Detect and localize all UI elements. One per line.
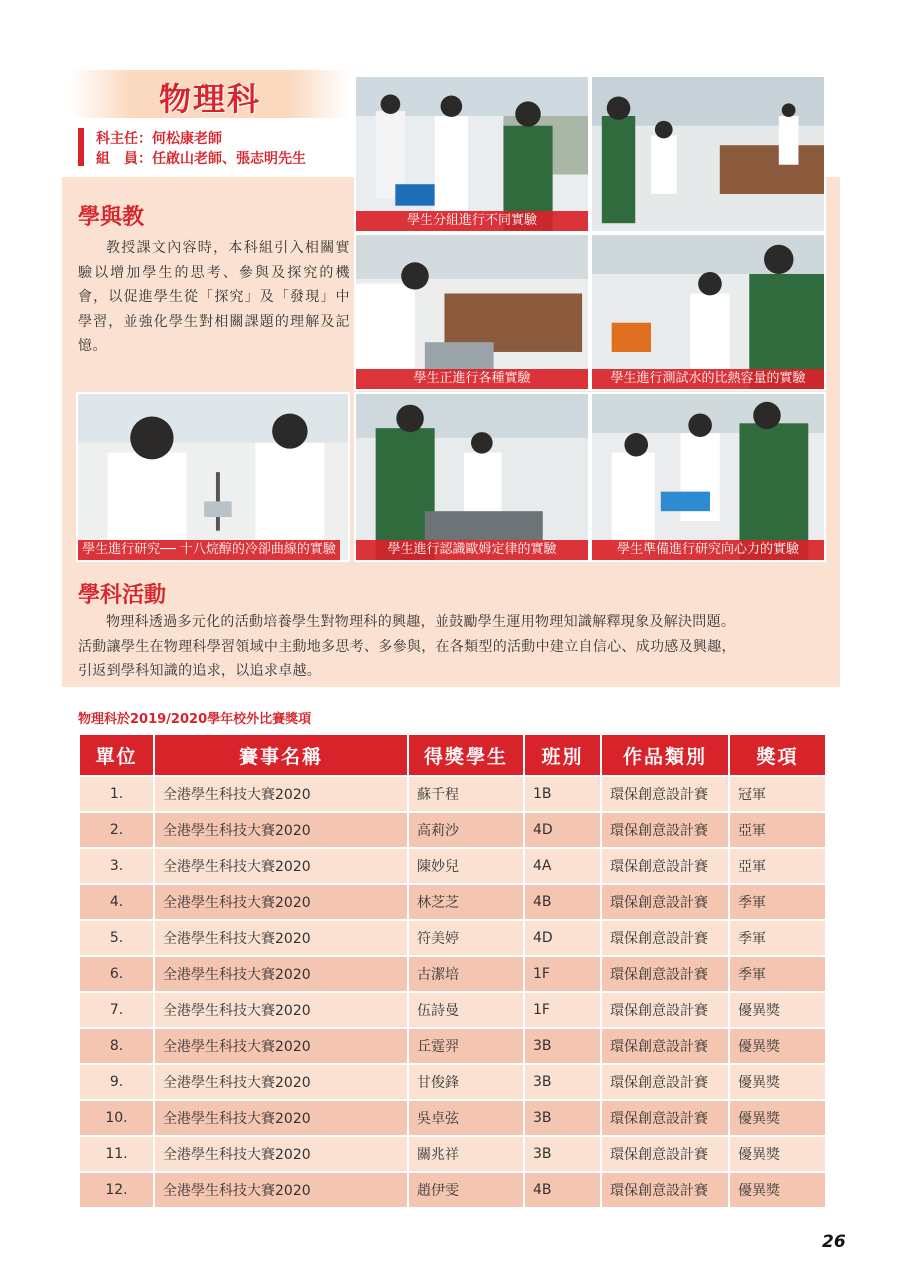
photo-image bbox=[356, 235, 588, 389]
activities-line: 物理科透過多元化的活動培養學生對物理科的興趣，並鼓勵學生運用物理知識解釋現象及解決問題。 bbox=[106, 614, 736, 630]
cell-unit: 10. bbox=[79, 1100, 154, 1136]
title-band bbox=[70, 70, 350, 118]
panel-head-label: 科主任： bbox=[96, 131, 152, 147]
cell-competition: 全港學生科技大賽2020 bbox=[154, 1172, 408, 1208]
cell-class: 1B bbox=[524, 776, 601, 812]
activities-line: 活動讓學生在物理科學習領域中主動地多思考、多參與，在各類型的活動中建立自信心、成功感及興趣， bbox=[78, 638, 736, 655]
cell-unit: 9. bbox=[79, 1064, 154, 1100]
cell-competition: 全港學生科技大賽2020 bbox=[154, 776, 408, 812]
cell-category: 環保創意設計賽 bbox=[601, 776, 729, 812]
table-row bbox=[79, 848, 826, 884]
cell-student: 丘霆羿 bbox=[408, 1028, 524, 1064]
photo-centripetal bbox=[590, 392, 826, 562]
cell-award: 亞軍 bbox=[729, 812, 826, 848]
activities-paragraph bbox=[78, 610, 828, 684]
photo-caption: 學生準備進行研究向心力的實驗 bbox=[592, 540, 824, 560]
cell-unit: 8. bbox=[79, 1028, 154, 1064]
cell-student: 符美婷 bbox=[408, 920, 524, 956]
cell-class: 3B bbox=[524, 1100, 601, 1136]
table-row bbox=[79, 1136, 826, 1172]
cell-competition: 全港學生科技大賽2020 bbox=[154, 956, 408, 992]
cell-category: 環保創意設計賽 bbox=[601, 920, 729, 956]
cell-class: 4A bbox=[524, 848, 601, 884]
cell-award: 優異獎 bbox=[729, 992, 826, 1028]
cell-unit: 4. bbox=[79, 884, 154, 920]
activities-heading: 學科活動 bbox=[78, 583, 167, 608]
cell-award: 優異獎 bbox=[729, 1028, 826, 1064]
header-award: 獎項 bbox=[729, 734, 826, 776]
cell-class: 4B bbox=[524, 1172, 601, 1208]
cell-competition: 全港學生科技大賽2020 bbox=[154, 920, 408, 956]
cell-award: 冠軍 bbox=[729, 776, 826, 812]
photo-caption: 學生正進行各種實驗 bbox=[356, 369, 588, 389]
photo-caption: 學生分組進行不同實驗 bbox=[356, 211, 588, 231]
cell-student: 甘俊鋒 bbox=[408, 1064, 524, 1100]
panel-head-name: 何松康老師 bbox=[152, 131, 222, 147]
cell-competition: 全港學生科技大賽2020 bbox=[154, 1064, 408, 1100]
cell-class: 3B bbox=[524, 1064, 601, 1100]
photo-image bbox=[592, 235, 824, 389]
photo-ohms-law bbox=[354, 392, 590, 562]
teaching-paragraph: 教授課文內容時，本科組引入相關實驗以增加學生的思考、參與及探究的機會，以促進學生從「探究」及「發現」中學習，並強化學生對相關課題的理解及記憶。 bbox=[78, 240, 350, 354]
header-competition: 賽事名稱 bbox=[154, 734, 408, 776]
table-row bbox=[79, 812, 826, 848]
cell-award: 優異獎 bbox=[729, 1100, 826, 1136]
cell-category: 環保創意設計賽 bbox=[601, 992, 729, 1028]
panel-members-names: 任啟山老師、張志明先生 bbox=[152, 151, 306, 167]
cell-award: 季軍 bbox=[729, 956, 826, 992]
table-row bbox=[79, 1100, 826, 1136]
photo-caption: 學生進行研究── 十八烷醇的冷卻曲線的實驗 bbox=[78, 540, 340, 560]
cell-class: 4D bbox=[524, 920, 601, 956]
awards-caption: 物理科於2019/2020學年校外比賽獎項 bbox=[78, 712, 312, 727]
cell-student: 陳妙兒 bbox=[408, 848, 524, 884]
cell-category: 環保創意設計賽 bbox=[601, 1136, 729, 1172]
page-title: 物理科 bbox=[158, 80, 261, 118]
cell-category: 環保創意設計賽 bbox=[601, 812, 729, 848]
cell-student: 高莉沙 bbox=[408, 812, 524, 848]
photo-caption: 學生進行認識歐姆定律的實驗 bbox=[356, 540, 588, 560]
table-row bbox=[79, 776, 826, 812]
cell-category: 環保創意設計賽 bbox=[601, 848, 729, 884]
cell-competition: 全港學生科技大賽2020 bbox=[154, 992, 408, 1028]
cell-unit: 2. bbox=[79, 812, 154, 848]
table-row bbox=[79, 1064, 826, 1100]
awards-header-row bbox=[79, 734, 826, 776]
cell-class: 3B bbox=[524, 1028, 601, 1064]
photo-image bbox=[78, 394, 348, 560]
cell-award: 季軍 bbox=[729, 920, 826, 956]
cell-category: 環保創意設計賽 bbox=[601, 884, 729, 920]
cell-category: 環保創意設計賽 bbox=[601, 1028, 729, 1064]
photo-group-experiments bbox=[354, 75, 590, 233]
table-row bbox=[79, 1028, 826, 1064]
header-category: 作品類別 bbox=[601, 734, 729, 776]
cell-category: 環保創意設計賽 bbox=[601, 956, 729, 992]
staff-accent-bar bbox=[78, 128, 84, 166]
cell-class: 1F bbox=[524, 992, 601, 1028]
cell-competition: 全港學生科技大賽2020 bbox=[154, 884, 408, 920]
cell-award: 優異獎 bbox=[729, 1172, 826, 1208]
cell-award: 優異獎 bbox=[729, 1064, 826, 1100]
cell-unit: 12. bbox=[79, 1172, 154, 1208]
panel-members-line bbox=[96, 148, 306, 168]
cell-competition: 全港學生科技大賽2020 bbox=[154, 812, 408, 848]
cell-award: 亞軍 bbox=[729, 848, 826, 884]
cell-student: 古潔培 bbox=[408, 956, 524, 992]
cell-student: 蘇千程 bbox=[408, 776, 524, 812]
awards-table bbox=[78, 733, 827, 1209]
cell-competition: 全港學生科技大賽2020 bbox=[154, 1136, 408, 1172]
cell-award: 季軍 bbox=[729, 884, 826, 920]
header-student: 得獎學生 bbox=[408, 734, 524, 776]
cell-class: 1F bbox=[524, 956, 601, 992]
cell-competition: 全港學生科技大賽2020 bbox=[154, 1028, 408, 1064]
cell-student: 關兆祥 bbox=[408, 1136, 524, 1172]
photo-octadecanol bbox=[76, 392, 350, 562]
photo-image bbox=[592, 77, 824, 231]
photo-caption: 學生進行測試水的比熱容量的實驗 bbox=[592, 369, 824, 389]
cell-competition: 全港學生科技大賽2020 bbox=[154, 1100, 408, 1136]
table-row bbox=[79, 992, 826, 1028]
table-row bbox=[79, 956, 826, 992]
header-unit: 單位 bbox=[79, 734, 154, 776]
cell-class: 3B bbox=[524, 1136, 601, 1172]
panel-members-label: 組 員： bbox=[96, 151, 152, 167]
photo-image bbox=[592, 394, 824, 560]
photo-lab-room bbox=[590, 75, 826, 233]
cell-class: 4D bbox=[524, 812, 601, 848]
cell-unit: 3. bbox=[79, 848, 154, 884]
photo-specific-heat bbox=[590, 233, 826, 391]
cell-student: 吳卓弦 bbox=[408, 1100, 524, 1136]
activities-line: 引返到學科知識的追求，以追求卓越。 bbox=[78, 663, 322, 679]
page-number: 26 bbox=[822, 1232, 846, 1252]
table-row bbox=[79, 1172, 826, 1208]
header-class: 班別 bbox=[524, 734, 601, 776]
photo-image bbox=[356, 77, 588, 231]
table-row bbox=[79, 884, 826, 920]
cell-category: 環保創意設計賽 bbox=[601, 1064, 729, 1100]
cell-unit: 6. bbox=[79, 956, 154, 992]
cell-award: 優異獎 bbox=[729, 1136, 826, 1172]
cell-unit: 11. bbox=[79, 1136, 154, 1172]
cell-student: 伍詩曼 bbox=[408, 992, 524, 1028]
cell-unit: 5. bbox=[79, 920, 154, 956]
cell-student: 林芝芝 bbox=[408, 884, 524, 920]
cell-category: 環保創意設計賽 bbox=[601, 1100, 729, 1136]
photo-image bbox=[356, 394, 588, 560]
photo-various-experiments bbox=[354, 233, 590, 391]
cell-class: 4B bbox=[524, 884, 601, 920]
table-row bbox=[79, 920, 826, 956]
teaching-heading: 學與教 bbox=[78, 205, 145, 230]
cell-category: 環保創意設計賽 bbox=[601, 1172, 729, 1208]
cell-unit: 7. bbox=[79, 992, 154, 1028]
cell-unit: 1. bbox=[79, 776, 154, 812]
panel-head-line bbox=[96, 128, 222, 148]
cell-competition: 全港學生科技大賽2020 bbox=[154, 848, 408, 884]
staff-block bbox=[78, 128, 348, 166]
cell-student: 趙伊雯 bbox=[408, 1172, 524, 1208]
